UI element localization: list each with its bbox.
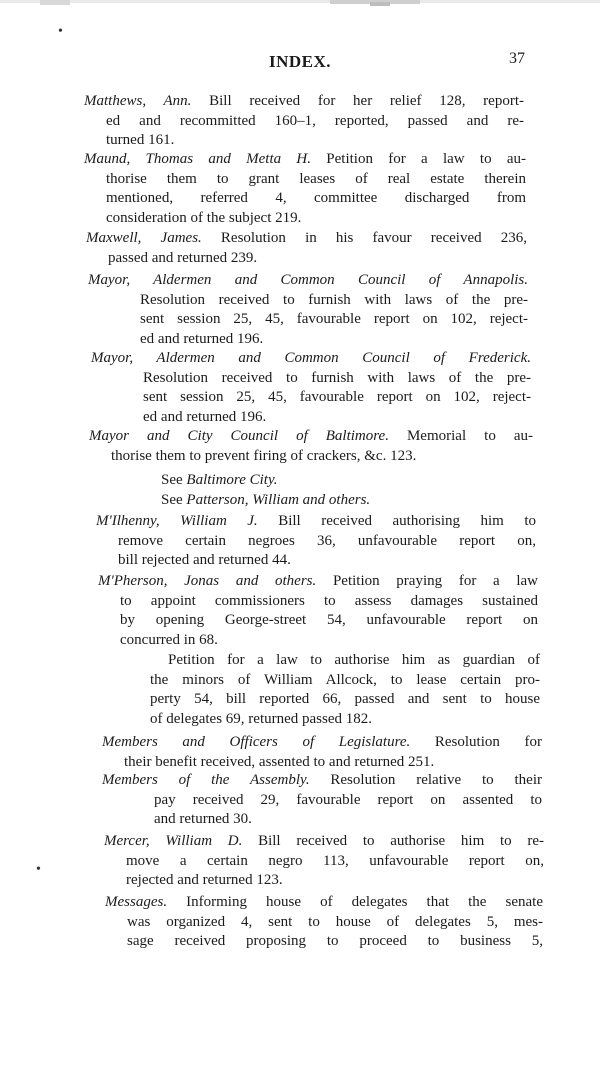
index-entry <box>84 150 526 228</box>
index-entry <box>96 512 536 571</box>
entry-line: thorise them to grant leases of real estate therein <box>106 170 526 187</box>
entry-line: Memorial to au- <box>388 428 533 444</box>
index-entry <box>89 427 533 466</box>
index-entry <box>88 271 528 349</box>
entry-line: the minors of William Allcock, to lease certain pro- <box>150 671 540 688</box>
entry-line: Resolution relative to their <box>309 772 542 788</box>
entry-line: rejected and returned 123. <box>126 872 283 888</box>
entry-line: Resolution received to furnish with laws of the pre- <box>143 369 531 386</box>
entry-line: thorise them to prevent firing of crackers, &c. 123. <box>111 447 417 464</box>
entry-line: passed and returned 239. <box>108 249 258 266</box>
page-header <box>0 48 600 74</box>
see-reference <box>161 470 278 490</box>
entry-term: Maxwell, James. <box>86 230 202 246</box>
running-head: INDEX. <box>268 52 332 71</box>
entry-line: Resolution received to furnish with laws of the pre- <box>140 291 528 308</box>
entry-line: move a certain negro 113, unfavourable report on, <box>126 852 544 869</box>
entry-line: consideration of the subject 219. <box>106 209 302 226</box>
entry-line: to appoint commissioners to assess damages sustained <box>120 592 538 609</box>
entry-line: ed and returned 196. <box>143 408 267 425</box>
entry-line: pay received 29, favourable report on assented to <box>154 791 542 808</box>
entry-term: Matthews, Ann. <box>84 93 192 109</box>
entry-line: sent session 25, 45, favourable report on 102, reject- <box>140 311 528 327</box>
entry-line: Petition for a law to authorise him as guardian of <box>168 652 540 668</box>
entry-term: M'Ilhenny, William J. <box>96 513 258 529</box>
entry-line: Informing house of delegates that the senate <box>167 894 543 910</box>
see-prefix: See <box>161 472 187 488</box>
entry-line: Petition for a law to au- <box>310 151 527 167</box>
entry-line: Resolution in his favour received 236, <box>201 230 527 246</box>
entry-line: Petition praying for a law <box>316 573 538 589</box>
see-target: Patterson, William and others. <box>186 492 371 508</box>
entry-term: Mayor, Aldermen and Common Council of Frederick. <box>91 350 531 366</box>
entry-line: of delegates 69, returned passed 182. <box>150 710 373 727</box>
see-prefix: See <box>161 492 187 508</box>
entry-line: ed and returned 196. <box>140 330 264 347</box>
entry-line: by opening George-street 54, unfavourable report on <box>120 612 538 628</box>
index-entry <box>86 229 527 268</box>
margin-mark: • <box>58 24 63 39</box>
entry-term: M'Pherson, Jonas and others. <box>98 573 317 589</box>
index-entry <box>98 572 538 650</box>
entry-line: Bill received for her relief 128, report- <box>191 93 524 109</box>
entry-term: Maund, Thomas and Metta H. <box>84 151 311 167</box>
entry-line: ed and recommitted 160–1, reported, passed and re- <box>106 112 524 129</box>
entry-line: Bill received authorising him to <box>257 513 536 529</box>
entry-term: Messages. <box>105 894 168 910</box>
entry-term: Members and Officers of Legislature. <box>102 734 411 750</box>
entry-line: sage received proposing to proceed to business 5, <box>127 933 543 949</box>
index-entry <box>105 893 543 952</box>
index-entry <box>150 651 540 729</box>
entry-line: bill rejected and returned 44. <box>118 552 291 568</box>
entry-line: perty 54, bill reported 66, passed and sent to house <box>150 691 540 707</box>
index-entry <box>102 771 542 830</box>
see-target: Baltimore City. <box>186 472 278 488</box>
entry-line: remove certain negroes 36, unfavourable report on, <box>118 532 536 549</box>
entry-line: mentioned, referred 4, committee discharged from <box>106 190 526 206</box>
entry-term: Mayor and City Council of Baltimore. <box>89 428 389 444</box>
entry-line: was organized 4, sent to house of delegates 5, mes- <box>127 913 543 930</box>
index-entry <box>104 832 544 891</box>
margin-mark: • <box>36 862 41 877</box>
entry-line: and returned 30. <box>154 811 252 827</box>
entry-line: their benefit received, assented to and returned 251. <box>124 753 435 770</box>
index-entry <box>84 92 524 151</box>
entry-line: Bill received to authorise him to re- <box>242 833 544 849</box>
page-top-smudge <box>0 0 600 10</box>
entry-line: concurred in 68. <box>120 631 218 648</box>
entry-line: Resolution for <box>410 734 542 750</box>
entry-term: Mercer, William D. <box>104 833 243 849</box>
entry-line: turned 161. <box>106 132 175 148</box>
index-entry <box>102 733 542 772</box>
page-number: 37 <box>509 50 525 67</box>
entry-term: Members of the Assembly. <box>102 772 310 788</box>
see-reference <box>161 490 370 510</box>
entry-term: Mayor, Aldermen and Common Council of Annapolis. <box>88 272 528 288</box>
index-entry <box>91 349 531 427</box>
entry-line: sent session 25, 45, favourable report on 102, reject- <box>143 389 531 405</box>
